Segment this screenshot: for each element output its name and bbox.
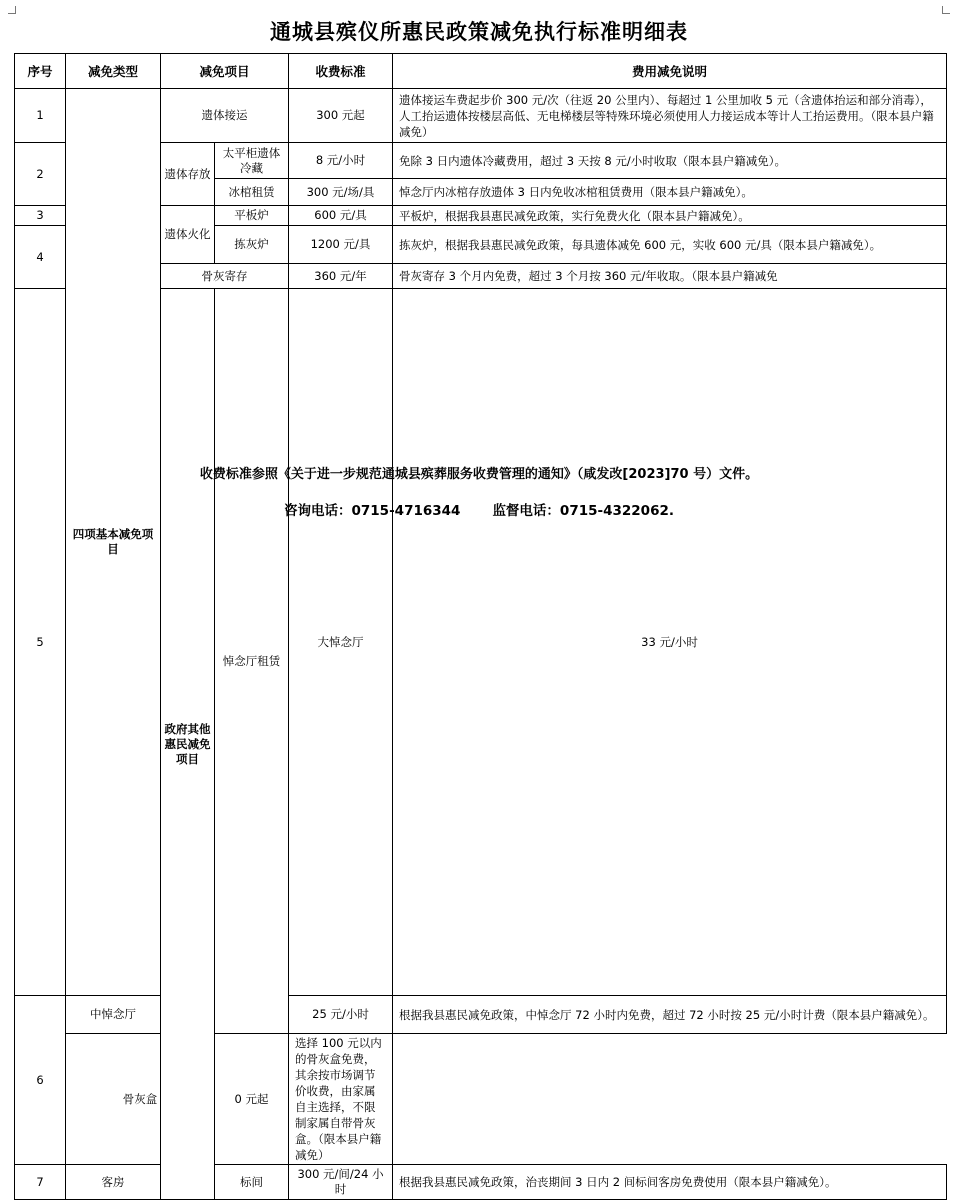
cell-sub-item: 冰棺租赁 — [215, 179, 289, 206]
table-row — [15, 1034, 947, 1165]
cell-sub-item: 大悼念厅 — [289, 289, 393, 996]
table-row — [15, 996, 947, 1034]
cell-desc: 骨灰寄存 3 个月内免费，超过 3 个月按 360 元/年收取。（限本县户籍减免 — [393, 264, 947, 289]
consult-phone: 咨询电话：0715-4716344 — [284, 503, 461, 519]
cell-desc: 选择 100 元以内的骨灰盒免费，其余按市场调节价收费，由家属自主选择，不限制家属自带骨灰盒。（限本县户籍减免） — [289, 1034, 393, 1165]
cell-group: 悼念厅租赁 — [215, 289, 289, 1034]
cell-sub-item: 太平柜遗体冷藏 — [215, 143, 289, 179]
cell-seq: 6 — [15, 996, 66, 1165]
cell-price: 600 元/具 — [289, 206, 393, 226]
crop-mark-top-left — [8, 6, 16, 14]
cell-price: 300 元/场/具 — [289, 179, 393, 206]
cell-item: 骨灰盒 — [66, 1034, 215, 1165]
cell-desc: 根据我县惠民减免政策，治丧期间 3 日内 2 间标间客房免费使用（限本县户籍减免）。 — [393, 1165, 947, 1200]
cell-price: 1200 元/具 — [289, 226, 393, 264]
header-price: 收费标准 — [289, 54, 393, 89]
cell-sub-item: 拣灰炉 — [215, 226, 289, 264]
contact-line — [0, 499, 958, 519]
crop-mark-top-right — [942, 6, 950, 14]
table-row — [15, 1165, 947, 1200]
header-seq: 序号 — [15, 54, 66, 89]
cell-group: 遗体存放 — [161, 143, 215, 206]
cell-price: 300 元起 — [289, 89, 393, 143]
table-header-row — [15, 54, 947, 89]
header-desc: 费用减免说明 — [393, 54, 947, 89]
cell-desc: 平板炉，根据我县惠民减免政策，实行免费火化（限本县户籍减免）。 — [393, 206, 947, 226]
header-item: 减免项目 — [161, 54, 289, 89]
cell-seq: 3 — [15, 206, 66, 226]
header-type: 减免类型 — [66, 54, 161, 89]
cell-desc: 根据我县惠民减免政策，中悼念厅 72 小时内免费，超过 72 小时按 25 元/小时计费（限本县户籍减免）。 — [393, 996, 947, 1034]
cell-price: 8 元/小时 — [289, 143, 393, 179]
page-title: 通城县殡仪所惠民政策减免执行标准明细表 — [270, 20, 688, 44]
cell-group: 客房 — [66, 1165, 161, 1200]
cell-type-basic: 四项基本减免项目 — [66, 89, 161, 996]
cell-price: 0 元起 — [215, 1034, 289, 1165]
cell-price: 360 元/年 — [289, 264, 393, 289]
cell-type-other: 政府其他惠民减免项目 — [161, 289, 215, 1200]
cell-sub-item: 平板炉 — [215, 206, 289, 226]
cell-desc: 遗体接运车费起步价 300 元/次（往返 20 公里内）、每超过 1 公里加收 5 元（含遗体抬运和部分消毒），人工抬运遗体按楼层高低、无电梯楼层等特殊环境必须使用人力接运成本等计人工抬运费用。（限本县户籍减免） — [393, 89, 947, 143]
cell-price: 33 元/小时 — [393, 289, 947, 996]
cell-desc: 拣灰炉，根据我县惠民减免政策，每具遗体减免 600 元，实收 600 元/具（限本县户籍减免）。 — [393, 226, 947, 264]
cell-desc: 悼念厅内冰棺存放遗体 3 日内免收冰棺租赁费用（限本县户籍减免）。 — [393, 179, 947, 206]
cell-item: 骨灰寄存 — [161, 264, 289, 289]
cell-item: 遗体接运 — [161, 89, 289, 143]
cell-price: 300 元/间/24 小时 — [289, 1165, 393, 1200]
cell-sub-item: 标间 — [215, 1165, 289, 1200]
fee-table — [14, 53, 947, 1200]
cell-group: 遗体火化 — [161, 206, 215, 264]
footnote: 收费标准参照《关于进一步规范通城县殡葬服务收费管理的通知》（咸发改[2023]70 号）文件。 — [199, 467, 759, 482]
cell-seq: 7 — [15, 1165, 66, 1200]
cell-sub-item: 中悼念厅 — [66, 996, 161, 1034]
cell-seq: 4 — [15, 226, 66, 289]
cell-price: 25 元/小时 — [289, 996, 393, 1034]
cell-seq: 1 — [15, 89, 66, 143]
cell-desc: 免除 3 日内遗体冷藏费用，超过 3 天按 8 元/小时收取（限本县户籍减免）。 — [393, 143, 947, 179]
table-row — [15, 89, 947, 143]
supervise-phone: 监督电话：0715-4322062. — [492, 503, 674, 519]
cell-seq: 2 — [15, 143, 66, 206]
cell-seq: 5 — [15, 289, 66, 996]
